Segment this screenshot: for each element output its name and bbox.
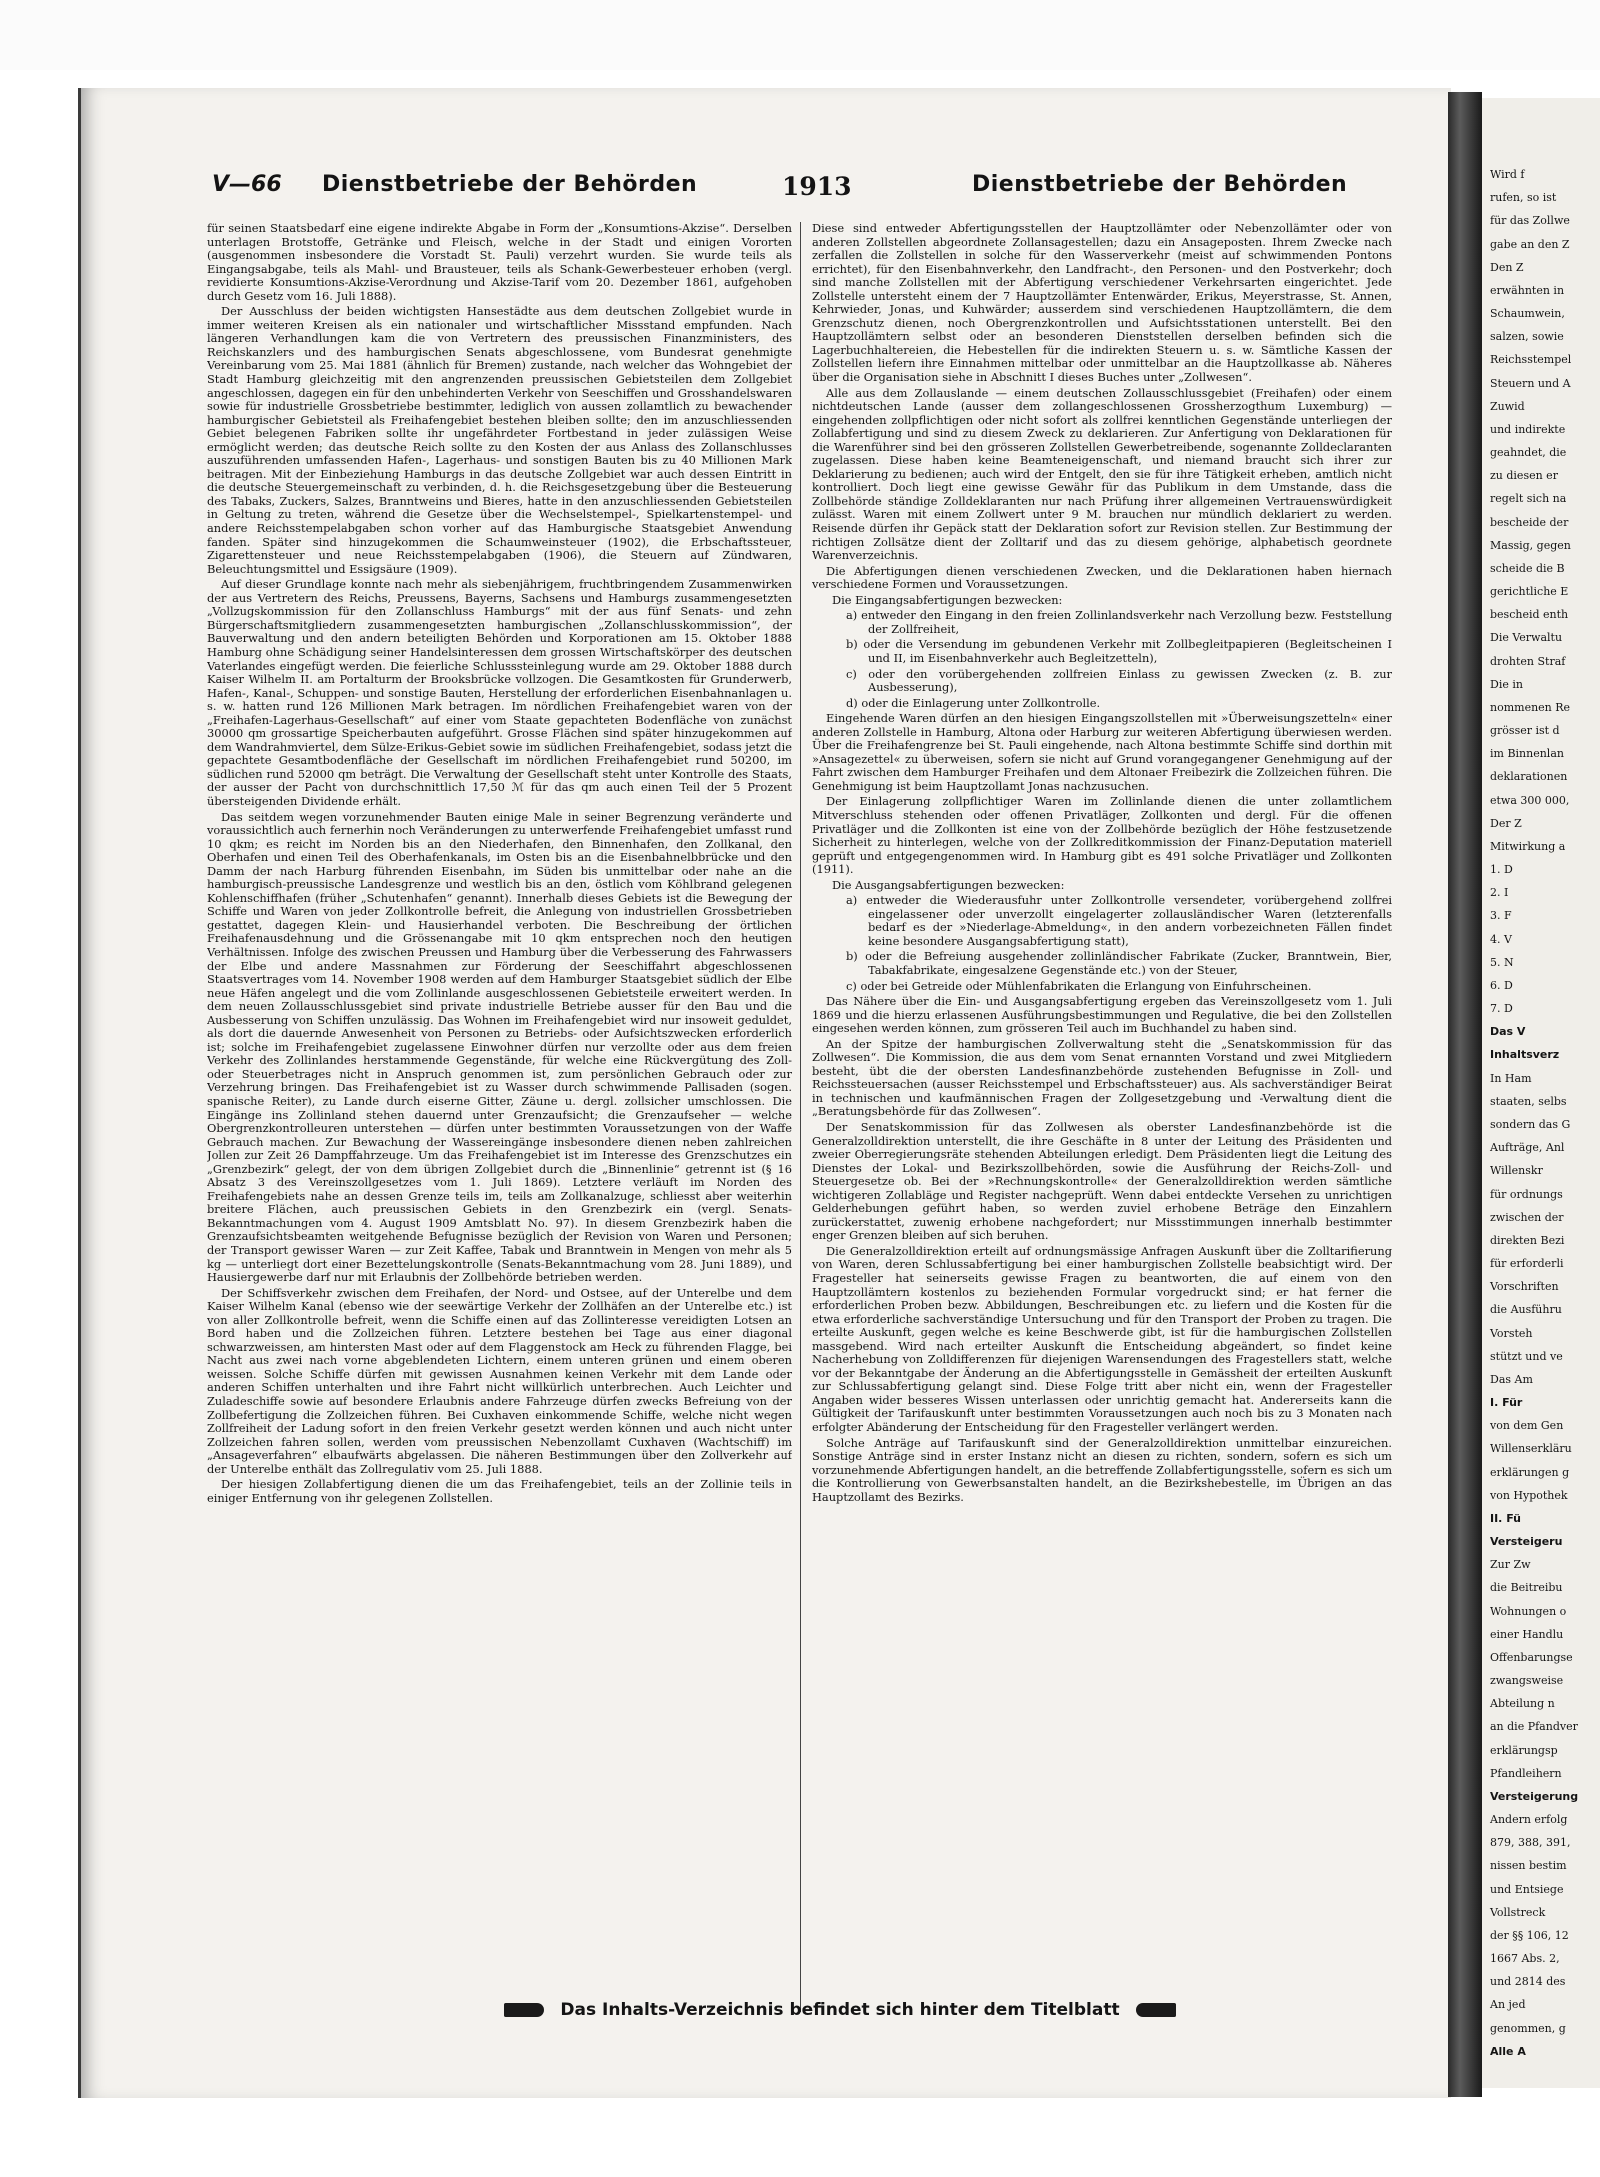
facing-page-line: Zuwid bbox=[1490, 400, 1525, 413]
facing-page-line: rufen, so ist bbox=[1490, 191, 1557, 204]
paragraph: An der Spitze der hamburgischen Zollverwaltung steht die „Senatskommission für das Zollwesen“. Die Kommission, die aus dem vom Senat ernannten Vorstand und zwei Mitgliedern besteht, übt die der obersten Landesfinanzbehörde zustehenden Befugnisse in Zoll- und Reichssteuersachen (ausser Reichsstempel und Erbschaftssteuer) aus. Als sachverständiger Beirat in technischen und kaufmännischen Fragen der Zollgesetzgebung und -Verwaltung dient die „Beratungsbehörde für das Zollwesen“. bbox=[812, 1036, 1392, 1119]
facing-page-line: Vorsteh bbox=[1490, 1327, 1533, 1340]
facing-page-line: für ordnungs bbox=[1490, 1188, 1563, 1201]
facing-page-line: im Binnenlan bbox=[1490, 747, 1564, 760]
paragraph: Das seitdem wegen vorzunehmender Bauten einige Male in seiner Begrenzung veränderte und voraussichtlich auch fernerhin noch Veränderungen zu unterwerfende Freihafengebiet umfasst rund 10 qkm; es reicht im Norden bis an den Niederhafen, den Binnenhafen, den Zollkanal, den Oberhafen und einen Teil des Oberhafenkanals, im Osten bis an die Eisenbahnelbbrücke und den Damm der nach Harburg führenden Eisenbahn, im Süden bis unmittelbar oder nahe an die hamburgisch-preussische Landesgrenze und westlich bis an den, östlich vom Köhlbrand gelegenen Kohlenschiffhafen (früher „Schutenhafen“ genannt). Innerhalb dieses Gebiets ist die Bewegung der Schiffe und Waren von jeder Zollkontrolle befreit, die Anlegung von industriellen Grossbetrieben gestattet, dagegen Klein- und Hausierhandel verboten. Die Beschreibung der örtlichen Freihafenausdehnung und die Grössenangabe mit 10 qkm entsprechen noch den heutigen Verhältnissen. Infolge des zwischen Preussen und Hamburg über die Verbesserung des Fahrwassers der Elbe und andere Massnahmen zur Förderung der Seeschiffahrt abgeschlossenen Staatsvertrages vom 14. November 1908 werden auf dem Hamburger Staatsgebiet südlich der Elbe neue Häfen angelegt und die vom Zollinlande ausgeschlossenen Gebietsteile erweitert werden. In dem neuen Zollausschlussgebiet sind private industrielle Betriebe ausser für den Bau und die Ausbesserung von Schiffen unzulässig. Das Wohnen im Freihafengebiet wird nur insoweit geduldet, als dort die dauernde Anwesenheit von Personen zu Betriebs- oder Aufsichtszwecken erforderlich ist; solche im Freihafengebiet zugelassene Einwohner dürfen nur verzollte oder aus dem freien Verkehr des Zollinlandes herstammende Gegenstände, für welche eine Rückvergütung des Zoll- oder Steuerbetrages nicht in Anspruch genommen ist, zum persönlichen Gebrauch oder zur Verzehrung bringen. Das Freihafengebiet ist zu Wasser durch schwimmende Pallisaden (sogen. spanische Reiter), zu Lande durch eiserne Gitter, Zäune u. dergl. zollsicher umschlossen. Die Eingänge ins Zollinland stehen dauernd unter Grenzaufsicht; die Grenzaufseher — welche Obergrenzkontrolleuren unterstehen — dürfen unter bestimmten Voraussetzungen von der Waffe Gebrauch machen. Zur Bewachung der Wassereingänge insbesondere dienen neben zahlreichen Jollen zur Zeit 26 Dampffahrzeuge. Um das Freihafengebiet ist im Interesse des Grenzschutzes ein „Grenzbezirk“ gelegt, der von dem übrigen Zollgebiet durch die „Binnenlinie“ getrennt ist (§ 16 Absatz 3 des Vereinszollgesetzes vom 1. Juli 1869). Letztere verläuft im Norden des Freihafengebiets nahe an dessen Grenze teils im, teils am Zollkanalzuge, schliesst aber weiterhin breitere Flächen, auch preussischen Gebiets in den Grenzbezirk ein (vergl. Senats-Bekanntmachungen vom 4. August 1909 Amtsblatt No. 97). In diesem Grenzbezirk haben die Grenzaufsichtsbeamten weitgehende Befugnisse bezüglich der Revision von Waren und Personen; der Transport gewisser Waren — zur Zeit Kaffee, Tabak und Branntwein in Mengen von mehr als 5 kg — unterliegt dort einer Bezettelungskontrolle (Senats-Bekanntmachung vom 28. Juni 1889), und Hausiergewerbe darf nur mit Erlaubnis der Zollbehörde betrieben werden. bbox=[207, 809, 792, 1285]
page-number: V—66 bbox=[212, 172, 282, 197]
facing-page-line: 3. F bbox=[1490, 909, 1512, 922]
list-item: c) oder den vorübergehenden zollfreien Einlass zu gewissen Zwecken (z. B. zur Ausbesserung), bbox=[846, 666, 1392, 695]
paragraph: Die Abfertigungen dienen verschiedenen Zwecken, und die Deklarationen haben hiernach verschiedene Formen und Voraussetzungen. bbox=[812, 563, 1392, 592]
list-item: b) oder die Befreiung ausgehender zollinländischer Fabrikate (Zucker, Branntwein, Bier, Tabakfabrikate, eingesalzene Gegenstände etc.) von der Steuer, bbox=[846, 949, 1392, 977]
facing-page-line: bescheid enth bbox=[1490, 608, 1569, 621]
facing-page-line: Reichsstempel bbox=[1490, 353, 1572, 366]
paragraph: Der Einlagerung zollpflichtiger Waren im Zollinlande dienen die unter zollamtlichem Mitverschluss stehenden oder offenen Privatläger, Zollkonten und dergl. Für die offenen Privatläger und die Zollkonten ist eine von der Zollbehörde bezüglich der Höhe festzusetzende Sicherheit zu hinterlegen, welche von der Zollkreditkommission der Finanz-Deputation materiell geprüft und entgegengenommen wird. In Hamburg gibt es 491 solche Privatläger und Zollkonten (1911). bbox=[812, 794, 1392, 877]
footer-notice: Das Inhalts-Verzeichnis befindet sich hinter dem Titelblatt bbox=[560, 2000, 1120, 2020]
facing-page-line: Steuern und A bbox=[1490, 377, 1571, 390]
paragraph: Eingehende Waren dürfen an den hiesigen Eingangszollstellen mit »Überweisungszetteln« einer anderen Zollstelle in Hamburg, Altona oder Harburg zur weiteren Abfertigung überwiesen werden. Über die Freihafengrenze bei St. Pauli eingehende, nach Altona bestimmte Schiffe sind dorthin mit »Ansagezettel« zu überweisen, sofern sie nicht auf Grund vorangegangener Genehmigung auf der Fahrt zwischen dem Hamburger Freihafen und dem Altonaer Freibezirk die Zollzeichen führen. Die Genehmigung ist beim Hauptzollamt Jonas nachzusuchen. bbox=[812, 711, 1392, 793]
page-header bbox=[212, 172, 1348, 208]
paragraph: Der hiesigen Zollabfertigung dienen die um das Freihafengebiet, teils an der Zollinie teils in einiger Entfernung von ihr gelegenen Zollstellen. bbox=[207, 1477, 792, 1505]
facing-page-line: geahndet, die bbox=[1490, 446, 1567, 459]
facing-page-line: die Beitreibu bbox=[1490, 1581, 1563, 1594]
paragraph: Der Schiffsverkehr zwischen dem Freihafen, der Nord- und Ostsee, auf der Unterelbe und dem Kaiser Wilhelm Kanal (ebenso wie der seewärtige Verkehr der Zollhäfen an der Unterelbe etc.) ist von aller Zollkontrolle befreit, wenn die Schiffe einen auf das Zollinteresse vereidigten Lotsen an Bord haben und die Zollzeichen führen. Letztere bestehen bei Tage aus einer diagonal schwarzweissen, am hintersten Mast oder auf dem Flaggenstock am Heck zu führenden Flagge, bei Nacht aus zwei nach vorne abgeblendeten Lichtern, einem unteren grünen und einem oberen weissen. Solche Schiffe dürfen mit gewissen Ausnahmen keinen Verkehr mit dem Lande oder anderen Schiffen unterhalten und ihre Fahrt nicht willkürlich unterbrechen. Auch Leichter und Zuladeschiffe sowie auf besondere Erlaubnis andere Fahrzeuge dürfen zwecks Befreiung von der Zollbefertigung die Zollzeichen führen. Bei Cuxhaven einkommende Schiffe, welche nicht wegen Zollfreiheit der Ladung sofort in den freien Verkehr gesetzt werden können und auch nicht unter Zollzeichen fahren sollen, werden vom preussischen Nebenzollamt Cuxhaven (Wachtschiff) im „Ansageverfahren“ elbaufwärts abgelassen. Die näheren Bestimmungen über den Zollverkehr auf der Unterelbe enthält das Zollregulativ vom 25. Juli 1888. bbox=[207, 1285, 792, 1476]
facing-page-line: erwähnten in bbox=[1490, 284, 1565, 297]
paragraph: Auf dieser Grundlage konnte nach mehr als siebenjährigem, fruchtbringendem Zusammenwirken der aus Vertretern des Reichs, Preussens, Bayerns, Sachsens und Hamburgs zusammengesetzten „Vollzugskommission für den Zollanschluss Hamburgs“ mit der aus fünf Senats- und zehn Bürgerschaftsmitgliedern zusammengesetzten hamburgischen „Zollanschlusskommission“, der Bauverwaltung und den andern beteiligten Behörden und Korporationen am 15. Oktober 1888 Hamburg ohne Schädigung seiner Handelsinteressen dem grossen Wirtschaftskörper des deutschen Vaterlandes eingefügt werden. Die feierliche Schlusssteinlegung wurde am 29. Oktober 1888 durch Kaiser Wilhelm II. am Portalturm der Brooksbrücke vollzogen. Die Gesamtkosten für Grunderwerb, Hafen-, Kanal-, Schuppen- und sonstige Bauten, Herstellung der erforderlichen Eisenbahnanlagen u. s. w. hatten rund 126 Millionen Mark betragen. Im nördlichen Freihafengebiet waren von der „Freihafen-Lagerhaus-Gesellschaft“ auf einer vom Staate gepachteten Bodenfläche von zunächst 30000 qm grossartige Speicherbauten aufgeführt. Grosse Flächen sind später hinzugekommen auf dem Wandrahmviertel, dem Sülze-Erikus-Gebiet sowie im südlichen Freihafengebiet, sodass jetzt die gepachtete Gesamtbodenfläche der Gesellschaft im nördlichen Freihafengebiet rund 50200, im südlichen rund 52000 qm beträgt. Die Verwaltung der Gesellschaft steht unter Kontrolle des Staats, der ausser der Pacht von durchschnittlich 17,50 ℳ für das qm auch einen Teil der 5 Prozent übersteigenden Dividende erhält. bbox=[207, 577, 792, 808]
list-heading: Die Ausgangsabfertigungen bezwecken: bbox=[832, 877, 1065, 892]
paragraph: Alle aus dem Zollauslande — einem deutschen Zollausschlussgebiet (Freihafen) oder einem nichtdeutschen Lande (ausser dem zollangeschlossenen Grossherzogthum Luxemburg) — eingehenden zollpflichtigen oder nicht sofort als zollfrei kenntlichen Gegenstände unterliegen der Zollabfertigung und sind zu diesem Zweck zu deklarieren. Zur Anfertigung von Deklarationen für die Warenführer sind bei den grösseren Zollstellen Gewerbetreibende, sogenannte Zolldeclaranten zugelassen. Diese haben keine Beamteneigenschaft, und niemand braucht sich ihrer zur Deklarierung zu bedienen; auch wird der Entgelt, den sie für ihre Tätigkeit erheben, amtlich nicht kontrolliert. Doch liegt eine gewisse Gewähr für das Publikum in dem Umstande, dass die Zollbehörde ständige Zolldeklaranten nur nach Prüfung ihrer allgemeinen Vertrauenswürdigkeit zulässt. Waren mit einem Zollwert unter 9 M. brauchen nur mündlich deklariert zu werden. Reisende dürfen ihr Gepäck statt der Deklaration sofort zur Revision stellen. Zur Bestimmung der richtigen Zollsätze dient der Zolltarif und das zu diesem gehörige, alphabetisch geordnete Warenverzeichnis. bbox=[812, 385, 1392, 563]
list-item: a) entweder die Wiederausfuhr unter Zollkontrolle versendeter, vorübergehend zollfrei eingelassener oder unverzollt eingelagerter zollausländischer Waren (letzterenfalls bedarf es der »Niederlage-Abmeldung«, in den andern vorbezeichneten Fällen findet keine besondere Ausgangsabfertigung statt), bbox=[846, 893, 1392, 948]
paragraph: für seinen Staatsbedarf eine eigene indirekte Abgabe in Form der „Konsumtions-Akzise“. Derselben unterlagen Brotstoffe, Getränke und Fleisch, welche in der Stadt und einigen Vororten (ausgenommen insbesondere die Vorstadt St. Pauli) verzehrt wurden. Sie wurde teils als Eingangsabgabe, teils als Mahl- und Brausteuer, teils als Schank-Gewerbesteuer erhoben (vergl. revidierte Konsumtions-Akzise-Verordnung und Akzise-Tarif vom 20. Dezember 1861, aufgehoben durch Gesetz vom 16. Juli 1888). bbox=[207, 222, 792, 303]
facing-page-line: Den Z bbox=[1490, 261, 1524, 274]
facing-page-line: nissen bestim bbox=[1490, 1859, 1567, 1872]
facing-page-line: Der Z bbox=[1490, 817, 1522, 830]
book-gutter bbox=[1448, 92, 1482, 2097]
facing-page-line: Versteigeru bbox=[1490, 1535, 1563, 1548]
facing-page-line: zwangsweise bbox=[1490, 1674, 1564, 1687]
scan-background bbox=[0, 0, 1600, 70]
paragraph: Diese sind entweder Abfertigungsstellen der Hauptzollämter oder Nebenzollämter oder von anderen Zollstellen abgeordnete Zollansagestellen; dazu ein Ansageposten. Ihrem Zwecke nach zerfallen die Zollstellen in solche für den Wasserverkehr (meist auf schwimmenden Pontons errichtet), für den Eisenbahnverkehr, den Landfracht-, den Personen- und den Postverkehr; doch sind manche Zollstellen mit der Abfertigung verschiedener Verkehrsarten eingerichtet. Jede Zollstelle untersteht einem der 7 Hauptzollämter Entenwärder, Erikus, Meyerstrasse, St. Annen, Kehrwieder, Jonas, und Kuhwärder; ausserdem sind verschiedenen Hauptzollämtern, die dem Grenzschutz dienen, noch Obergrenzkontrollen und Aufsichtsstationen unterstellt. Bei den Hauptzollämtern selbst oder an besonderen Dienststellen derselben befinden sich die Lagerbuchhaltereien, die Hebestellen für die indirekten Steuern u. s. w. Sämtliche Kassen der Zollstellen liefern ihre Einnahmen mittelbar oder unmittelbar an die Hauptzollkasse ab. Näheres über die Organisation siehe in Abschnitt I dieses Buches unter „Zollwesen“. bbox=[812, 222, 1392, 385]
facing-page-line: Wohnungen o bbox=[1490, 1605, 1567, 1618]
facing-page-line: zwischen der bbox=[1490, 1211, 1564, 1224]
paragraph: Die Generalzolldirektion erteilt auf ordnungsmässige Anfragen Auskunft über die Zolltarifierung von Waren, deren Schlussabfertigung bei einer hamburgischen Zollstelle beabsichtigt wird. Der Fragesteller hat seinerseits gewisse Fragen zu beantworten, die auf einem von den Hauptzollämtern kostenlos zu beziehenden Formular vorgedruckt sind; er hat ferner die erforderlichen Proben bezw. Abbildungen, Beschreibungen etc. zu liefern und die Kosten für die etwa erforderliche sachverständige Untersuchung und für den Transport der Proben zu tragen. Die erteilte Auskunft, gegen welche es keine Beschwerde gibt, ist für die hamburgischen Zollstellen massgebend. Wird nach erteilter Auskunft die Entscheidung abgeändert, so findet keine Nacherhebung von Zolldifferenzen für diejenigen Warensendungen des Fragestellers statt, welche vor der Bekanntgabe der Änderung an die Abfertigungsstelle in Gemässheit der erteilten Auskunft zur Schlussabfertigung gelangt sind. Diese Folge tritt aber nicht ein, wenn der Fragesteller Angaben wider besseres Wissen unterlassen oder unrichtig gemacht hat. Andererseits kann die Gültigkeit der Tarifauskunft unter bestimmten Voraussetzungen auch noch bis zu 3 Monaten nach erfolgter Abänderung der Entscheidung für den Fragesteller verlängert werden. bbox=[812, 1243, 1392, 1435]
facing-page-line: 1. D bbox=[1490, 863, 1513, 876]
facing-page-line: und indirekte bbox=[1490, 423, 1566, 436]
facing-page-line: Vorschriften bbox=[1490, 1280, 1559, 1293]
paragraph: Das Nähere über die Ein- und Ausgangsabfertigung ergeben das Vereinszollgesetz vom 1. Juli 1869 und die hierzu erlassenen Ausführungsbestimmungen und Regulative, die bei den Zollstellen eingesehen werden können, zum grösseren Teil auch im Buchhandel zu haben sind. bbox=[812, 994, 1392, 1036]
facing-page-line: Vollstreck bbox=[1490, 1906, 1546, 1919]
facing-page-line: stützt und ve bbox=[1490, 1350, 1563, 1363]
facing-page-line: Willenserkläru bbox=[1490, 1442, 1572, 1455]
facing-page-line: 6. D bbox=[1490, 979, 1513, 992]
paragraph: Der Ausschluss der beiden wichtigsten Hansestädte aus dem deutschen Zollgebiet wurde in immer weiteren Kreisen als ein nationaler und wirtschaftlicher Missstand empfunden. Nach längeren Verhandlungen kam die von Vertretern des preussischen Finanzministers, des Reichskanzlers und des hamburgischen Senats abgeschlossene, vom Bundesrat genehmigte Vereinbarung vom 25. Mai 1881 (ähnlich für Bremen) zustande, nach welcher das Wohngebiet der Stadt Hamburg gleichzeitig mit den angrenzenden preussischen Gebietsteilen dem Zollgebiet angeschlossen, dagegen ein für den unbehinderten Verkehr von Seeschiffen und Grosshandelswaren sowie für industrielle Grossbetriebe bestimmter, lediglich von aussen zollamtlich zu bewachender hamburgischer Gebietsteil als Freihafengebiet bestehen bleiben sollte; den im anzuschliessenden Gebiet belegenen Fabriken sollte ihr ungefährdeter Fortbestand in jeder zulässigen Weise ermöglicht werden; das deutsche Reich sollte zu den Kosten der aus Anlass des Zollanschlusses auszuführenden umfassenden Hafen-, Lagerhaus- und sonstigen Bauten bis zu 40 Millionen Mark beitragen. Mit der Einbeziehung Hamburgs in das deutsche Zollgebiet war auch dessen Eintritt in die deutsche Steuergemeinschaft zu verbinden, d. h. die Reichsgesetzgebung über die Besteuerung des Tabaks, Zuckers, Salzes, Branntweins und Bieres, hatte in den anzuschliessenden Gebietsteilen in Geltung zu treten, während die Gesetze über die Wechselstempel-, Spielkartenstempel- und andere Reichsstempelabgaben schon vorher auf das Hamburgische Staatsgebiet Anwendung fanden. Später sind hinzugekommen die Schaumweinsteuer (1902), die Erbschaftssteuer, Zigarettensteuer und neue Reichsstempelabgaben (1906), die Steuern auf Zündwaren, Beleuchtungsmittel und Essigsäure (1909). bbox=[207, 304, 792, 576]
facing-page-line: für das Zollwe bbox=[1490, 214, 1570, 227]
facing-page-line: 1667 Abs. 2, bbox=[1490, 1952, 1560, 1965]
header-year: 1913 bbox=[782, 172, 852, 201]
facing-page-line: Das V bbox=[1490, 1025, 1526, 1038]
facing-page-line: zu diesen er bbox=[1490, 469, 1558, 482]
facing-page-line: Massig, gegen bbox=[1490, 539, 1571, 552]
facing-page-line: deklarationen bbox=[1490, 770, 1568, 783]
paragraph: Solche Anträge auf Tarifauskunft sind der Generalzolldirektion unmittelbar einzureichen. Sonstige Anträge sind in erster Instanz nicht an diesen zu richten, sondern, sofern es sich um vorzunehmende Abfertigungen handelt, an die betreffende Zollabfertigungsstelle, sofern es sich um die Kontrollierung von Gewerbsanstalten handelt, an die Bezirkshebestelle, im Übrigen an das Hauptzollamt des Bezirks. bbox=[812, 1435, 1392, 1504]
list-item: d) oder die Einlagerung unter Zollkontrolle. bbox=[846, 695, 1101, 710]
facing-page-line: Schaumwein, bbox=[1490, 307, 1565, 320]
facing-page-line: und Entsiege bbox=[1490, 1883, 1564, 1896]
facing-page-line: von dem Gen bbox=[1490, 1419, 1564, 1432]
facing-page-line: Alle A bbox=[1490, 2045, 1526, 2058]
facing-page-line: 2. I bbox=[1490, 886, 1509, 899]
page-footer bbox=[420, 2000, 1260, 2030]
facing-page-line: von Hypothek bbox=[1490, 1489, 1568, 1502]
facing-page-line: gerichtliche E bbox=[1490, 585, 1569, 598]
facing-page-line: staaten, selbs bbox=[1490, 1095, 1567, 1108]
column-divider bbox=[800, 222, 801, 2012]
facing-page-line: an die Pfandver bbox=[1490, 1720, 1578, 1733]
facing-page-line: II. Fü bbox=[1490, 1512, 1521, 1525]
facing-page-line: Das Am bbox=[1490, 1373, 1533, 1386]
facing-page-line: salzen, sowie bbox=[1490, 330, 1564, 343]
facing-page-line: Offenbarungse bbox=[1490, 1651, 1573, 1664]
facing-page-line: An jed bbox=[1490, 1998, 1526, 2011]
facing-page-line: Pfandleihern bbox=[1490, 1767, 1562, 1780]
facing-page-line: Die in bbox=[1490, 678, 1523, 691]
running-title-left: Dienstbetriebe der Behörden bbox=[322, 172, 698, 197]
facing-page-line: Willenskr bbox=[1490, 1164, 1543, 1177]
facing-page-line: regelt sich na bbox=[1490, 492, 1567, 505]
facing-page-line: Andern erfolg bbox=[1490, 1813, 1568, 1826]
left-column bbox=[207, 222, 792, 2022]
pointing-hand-icon bbox=[504, 2003, 544, 2017]
facing-page-line: Inhaltsverz bbox=[1490, 1048, 1560, 1061]
paragraph: Der Senatskommission für das Zollwesen als oberster Landesfinanzbehörde ist die Generalzolldirektion unterstellt, die ihre Geschäfte in 8 unter der Leitung des Präsidenten und zweier Oberregierungsräte stehenden Abteilungen erledigt. Dem Präsidenten liegt die Leitung des Dienstes der Lokal- und Bezirkszollbehörden, sowie die Ausführung der Reichs-Zoll- und Steuergesetze ob. Bei der »Rechnungskontrolle« der Generalzolldirektion werden sämtliche wichtigeren Zollabläge und Register nachgeprüft. Wenn dabei entdeckte Versehen zu unrichtigen Gelderhebungen geführt haben, so werden zuviel erhobene Beträge den Einzahlern zurückerstattet, zuwenig erhobene nachgefordert; nur Missstimmungen innerhalb bestimmter enger Grenzen bleiben auf sich beruhen. bbox=[812, 1120, 1392, 1243]
facing-page-line: I. Für bbox=[1490, 1396, 1523, 1409]
facing-page-line: Aufträge, Anl bbox=[1490, 1141, 1565, 1154]
facing-page-line: Mitwirkung a bbox=[1490, 840, 1566, 853]
facing-page-line: Abteilung n bbox=[1490, 1697, 1555, 1710]
facing-page-line: Zur Zw bbox=[1490, 1558, 1531, 1571]
facing-page-line: genommen, g bbox=[1490, 2022, 1566, 2035]
list-item: c) oder bei Getreide oder Mühlenfabrikaten die Erlangung von Einfuhrscheinen. bbox=[846, 978, 1312, 993]
facing-page-line: 7. D bbox=[1490, 1002, 1513, 1015]
facing-page-line: 5. N bbox=[1490, 956, 1514, 969]
running-title-right: Dienstbetriebe der Behörden bbox=[972, 172, 1348, 197]
facing-page-line: gabe an den Z bbox=[1490, 238, 1570, 251]
facing-page-line: In Ham bbox=[1490, 1072, 1532, 1085]
facing-page-line: direkten Bezi bbox=[1490, 1234, 1565, 1247]
facing-page-line: Wird f bbox=[1490, 168, 1525, 181]
facing-page-line: einer Handlu bbox=[1490, 1628, 1564, 1641]
facing-page-line: die Ausführu bbox=[1490, 1303, 1562, 1316]
facing-page-fragment bbox=[1482, 98, 1600, 2088]
facing-page-line: für erforderli bbox=[1490, 1257, 1564, 1270]
facing-page-line: Die Verwaltu bbox=[1490, 631, 1563, 644]
facing-page-line: etwa 300 000, bbox=[1490, 794, 1570, 807]
list-heading: Die Eingangsabfertigungen bezwecken: bbox=[832, 592, 1063, 607]
facing-page-line: der §§ 106, 12 bbox=[1490, 1929, 1569, 1942]
facing-page-line: 879, 388, 391, bbox=[1490, 1836, 1571, 1849]
facing-page-line: 4. V bbox=[1490, 933, 1512, 946]
facing-page-line: scheide die B bbox=[1490, 562, 1565, 575]
facing-page-line: drohten Straf bbox=[1490, 655, 1566, 668]
right-column bbox=[812, 222, 1392, 2022]
facing-page-line: Versteigerung bbox=[1490, 1790, 1579, 1803]
facing-page-line: bescheide der bbox=[1490, 516, 1569, 529]
list-item: a) entweder den Eingang in den freien Zollinlandsverkehr nach Verzollung bezw. Feststellung der Zollfreiheit, bbox=[846, 608, 1392, 636]
facing-page-line: und 2814 des bbox=[1490, 1975, 1566, 1988]
facing-page-line: grösser ist d bbox=[1490, 724, 1560, 737]
pointing-hand-icon bbox=[1136, 2003, 1176, 2017]
facing-page-line: erklärungsp bbox=[1490, 1744, 1558, 1757]
facing-page-line: nommenen Re bbox=[1490, 701, 1571, 714]
list-item: b) oder die Versendung im gebundenen Verkehr mit Zollbegleitpapieren (Begleitscheinen I und II, im Eisenbahnverkehr auch Begleitzetteln), bbox=[846, 637, 1392, 665]
facing-page-line: sondern das G bbox=[1490, 1118, 1571, 1131]
facing-page-line: erklärungen g bbox=[1490, 1466, 1570, 1479]
